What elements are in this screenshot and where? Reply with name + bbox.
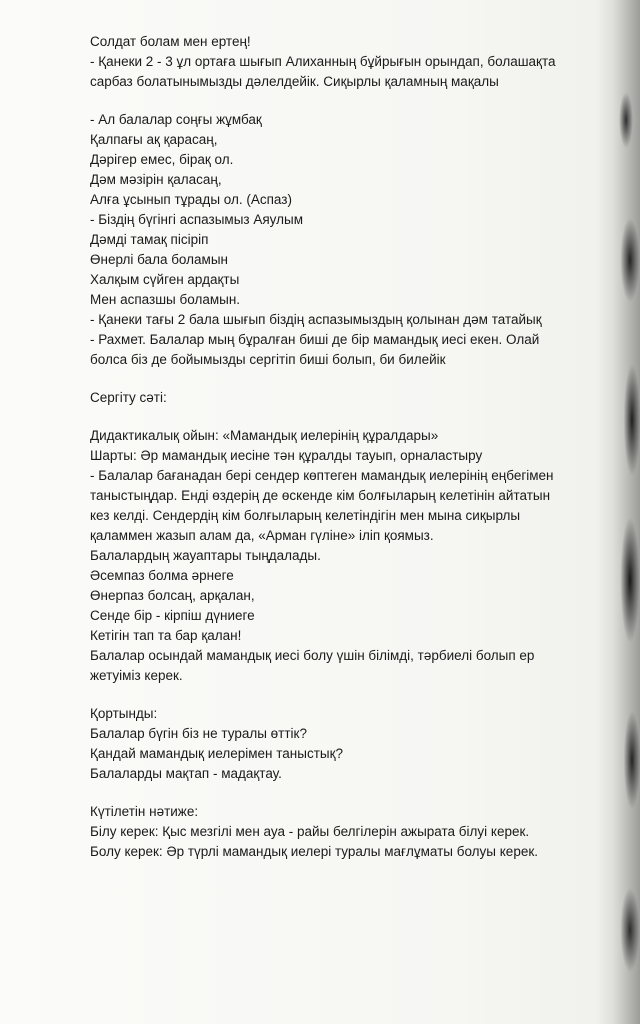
text-line: таныстыңдар. Енді өздерің де өскенде кім болғыларың келетінін айтатын — [90, 488, 551, 503]
text-line: - Қанеки 2 - 3 ұл ортаға шығып Алиханның бұйрығын орындап, болашақта — [90, 54, 556, 69]
text-line: Балаларды мақтап - мадақтау. — [90, 766, 282, 781]
text-line: Балалар осындай мамандық иесі болу үшін білімді, тәрбиелі болып ер — [90, 648, 535, 663]
text-line: Дәм мәзірін қаласаң, — [90, 172, 222, 187]
text-line: - Ал балалар соңғы жұмбақ — [90, 112, 262, 127]
text-line: - Рахмет. Балалар мың бұралған биші де бір мамандық иесі екен. Олай — [90, 332, 540, 347]
blank-line — [90, 784, 590, 802]
text-line: Болу керек: Әр түрлі мамандық иелері туралы мағлұматы болуы керек. — [90, 844, 538, 859]
text-line: Кетігін тап та бар қалан! — [90, 628, 242, 643]
text-line: Қалпағы ақ қарасаң, — [90, 132, 218, 147]
text-line: жетуіміз керек. — [90, 668, 183, 683]
text-line: Өнерпаз болсаң, арқалан, — [90, 588, 255, 603]
text-line: - Қанеки тағы 2 бала шығып біздің аспазымыздың қолынан дәм татайық — [90, 312, 542, 327]
scan-shadow-edge — [596, 0, 640, 1024]
document-text — [90, 32, 590, 862]
section-heading: Дидактикалық ойын: «Мамандық иелерінің құралдары» — [90, 428, 439, 443]
text-line: - Біздің бүгінгі аспазымыз Аяулым — [90, 212, 303, 227]
section-heading: Күтілетін нәтиже: — [90, 804, 199, 819]
text-line: Балалардың жауаптары тыңдалады. — [90, 548, 321, 563]
text-line: Шарты: Әр мамандық иесіне тән құралды тауып, орналастыру — [90, 448, 483, 463]
text-line: Қандай мамандық иелерімен таныстық? — [90, 746, 344, 761]
text-line: Балалар бүгін біз не туралы өттік? — [90, 726, 307, 741]
text-line: Өнерлі бала боламын — [90, 252, 228, 267]
section-heading: Қортынды: — [90, 706, 158, 721]
text-line: Сенде бір - кірпіш дүниеге — [90, 608, 255, 623]
text-line: Алға ұсынып тұрады ол. (Аспаз) — [90, 192, 292, 207]
text-line: Дәрігер емес, бірақ ол. — [90, 152, 234, 167]
blank-line — [90, 370, 590, 388]
blank-line — [90, 686, 590, 704]
text-line: кез келді. Сендердің кім болғыларың келетіндігін мен мына сиқырлы — [90, 508, 521, 523]
blank-line — [90, 92, 590, 110]
text-line: сарбаз болатынымызды дәлелдейік. Сиқырлы қаламның мақалы — [90, 74, 499, 89]
text-line: Солдат болам мен ертең! — [90, 34, 251, 49]
text-line: болса біз де бойымызды сергітіп биші болып, би билейік — [90, 352, 446, 367]
text-line: Білу керек: Қыс мезгілі мен ауа - райы белгілерін ажырата білуі керек. — [90, 824, 530, 839]
text-line: Дәмді тамақ пісіріп — [90, 232, 209, 247]
text-line: қаламмен жазып алам да, «Арман гүліне» іліп қоямыз. — [90, 528, 434, 543]
text-line: Мен аспазшы боламын. — [90, 292, 241, 307]
text-line: - Балалар бағанадан бері сендер көптеген мамандық иелерінің еңбегімен — [90, 468, 554, 483]
section-heading: Сергіту сәті: — [90, 390, 167, 405]
text-line: Әсемпаз болма әрнеге — [90, 568, 234, 583]
text-line: Халқым сүйген ардақты — [90, 272, 240, 287]
blank-line — [90, 408, 590, 426]
